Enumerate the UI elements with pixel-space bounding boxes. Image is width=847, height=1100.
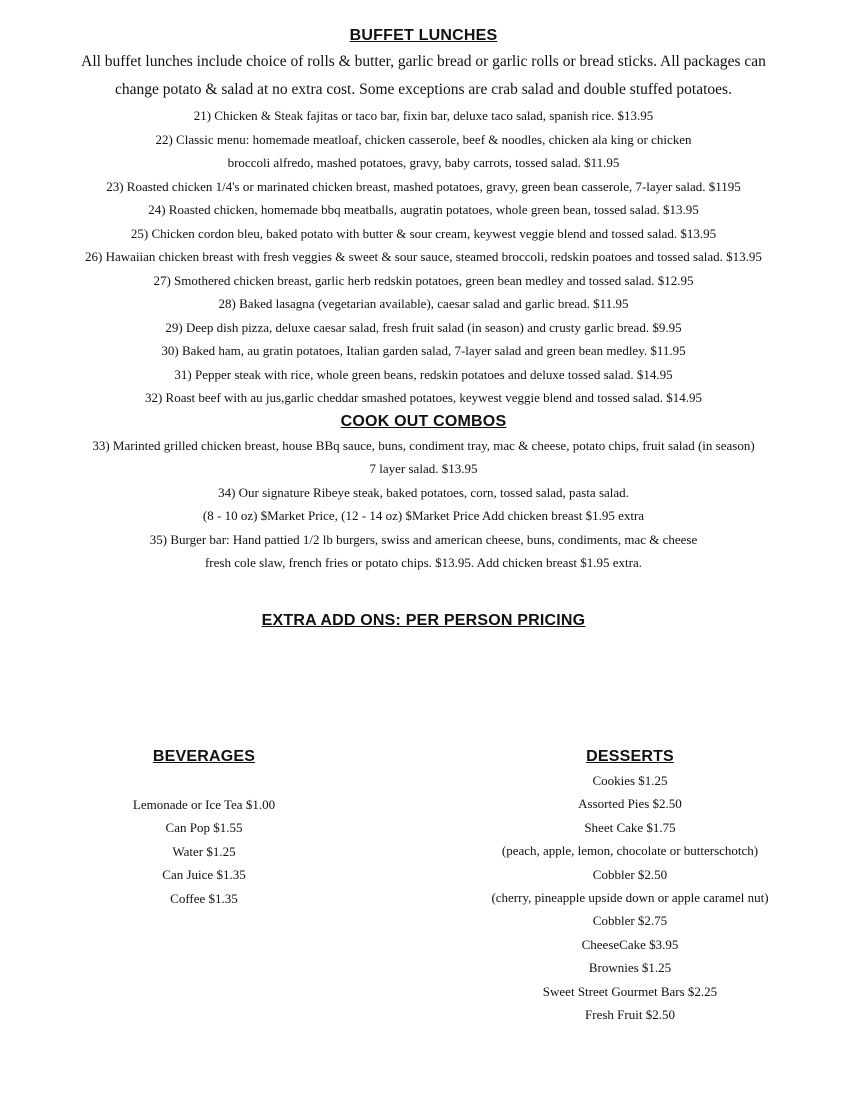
dessert-item: Cobbler $2.50	[592, 866, 668, 882]
desserts-column	[455, 745, 805, 1026]
menu-item: 24) Roasted chicken, homemade bbq meatballs, augratin potatoes, whole green bean, tossed salad. $13.95	[148, 202, 699, 217]
beverage-item: Water $1.25	[172, 843, 236, 859]
menu-item: (8 - 10 oz) $Market Price, (12 - 14 oz) $Market Price Add chicken breast $1.95 extra	[202, 508, 645, 523]
menu-item: 21) Chicken & Steak fajitas or taco bar, fixin bar, deluxe taco salad, spanish rice. $13.95	[193, 108, 654, 123]
menu-item: 22) Classic menu: homemade meatloaf, chicken casserole, beef & noodles, chicken ala king or chicken	[155, 131, 692, 147]
menu-item: 31) Pepper steak with rice, whole green beans, redskin potatoes and deluxe tossed salad. $14.95	[174, 366, 673, 382]
buffet-intro-line: All buffet lunches include choice of rolls & butter, garlic bread or garlic rolls or bread sticks. All packages can	[81, 53, 766, 70]
menu-item: 26) Hawaiian chicken breast with fresh veggies & sweet & sour sauce, steamed broccoli, redskin poatoes and tossed salad. $13.95	[85, 249, 762, 264]
dessert-note: (peach, apple, lemon, chocolate or butterschotch)	[501, 843, 759, 859]
dessert-note: (cherry, pineapple upside down or apple caramel nut)	[491, 890, 769, 906]
dessert-item: Sweet Street Gourmet Bars $2.25	[542, 983, 718, 999]
menu-item: 35) Burger bar: Hand pattied 1/2 lb burgers, swiss and american cheese, buns, condiments, mac & cheese	[149, 531, 698, 547]
desserts-heading: DESSERTS	[586, 748, 674, 765]
dessert-item: Assorted Pies $2.50	[578, 796, 682, 812]
spacer	[74, 769, 334, 793]
beverage-item: Coffee $1.35	[170, 890, 238, 906]
menu-item: 29) Deep dish pizza, deluxe caesar salad, fresh fruit salad (in season) and crusty garlic bread. $9.95	[165, 319, 682, 335]
beverages-heading: BEVERAGES	[152, 748, 256, 765]
cook-out-combos-heading: COOK OUT COMBOS	[340, 412, 507, 430]
dessert-item: Cobbler $2.75	[592, 913, 668, 929]
dessert-item: CheeseCake $3.95	[581, 936, 679, 952]
buffet-intro-line: change potato & salad at no extra cost. Some exceptions are crab salad and double stuffed potatoes.	[115, 81, 732, 98]
menu-item: 28) Baked lasagna (vegetarian available), caesar salad and garlic bread. $11.95	[218, 296, 629, 311]
menu-item: 25) Chicken cordon bleu, baked potato with butter & sour cream, keywest veggie blend and tossed salad. $13.95	[130, 225, 717, 241]
menu-item: 34) Our signature Ribeye steak, baked potatoes, corn, tossed salad, pasta salad.	[218, 484, 629, 500]
menu-item: fresh cole slaw, french fries or potato chips. $13.95. Add chicken breast $1.95 extra.	[204, 555, 643, 570]
menu-item: 32) Roast beef with au jus,garlic cheddar smashed potatoes, keywest veggie blend and tossed salad. $14.95	[144, 390, 703, 405]
beverage-item: Can Pop $1.55	[165, 820, 243, 836]
beverages-column	[74, 745, 334, 910]
menu-item: 27) Smothered chicken breast, garlic herb redskin potatoes, green bean medley and tossed salad. $12.95	[153, 272, 694, 288]
buffet-lunches-heading: BUFFET LUNCHES	[349, 27, 498, 44]
extra-add-ons-heading: EXTRA ADD ONS: PER PERSON PRICING	[261, 612, 586, 629]
beverage-item: Lemonade or Ice Tea $1.00	[132, 797, 276, 812]
dessert-item: Sheet Cake $1.75	[584, 819, 676, 835]
menu-item: 33) Marinted grilled chicken breast, house BBq sauce, buns, condiment tray, mac & cheese, potato chips, fruit salad (in season)	[92, 437, 755, 453]
menu-item: broccoli alfredo, mashed potatoes, gravy, baby carrots, tossed salad. $11.95	[227, 155, 620, 170]
buffet-lunches-section	[0, 24, 847, 575]
menu-item: 7 layer salad. $13.95	[369, 461, 478, 476]
dessert-item: Fresh Fruit $2.50	[585, 1007, 675, 1023]
menu-item: 30) Baked ham, au gratin potatoes, Italian garden salad, 7-layer salad and green bean medley. $11.95	[161, 343, 686, 358]
dessert-item: Cookies $1.25	[592, 773, 668, 788]
dessert-item: Brownies $1.25	[588, 960, 672, 976]
beverage-item: Can Juice $1.35	[162, 867, 246, 883]
menu-item: 23) Roasted chicken 1/4's or marinated chicken breast, mashed potatoes, gravy, green bean casserole, 7-layer salad. $1195	[106, 178, 741, 194]
